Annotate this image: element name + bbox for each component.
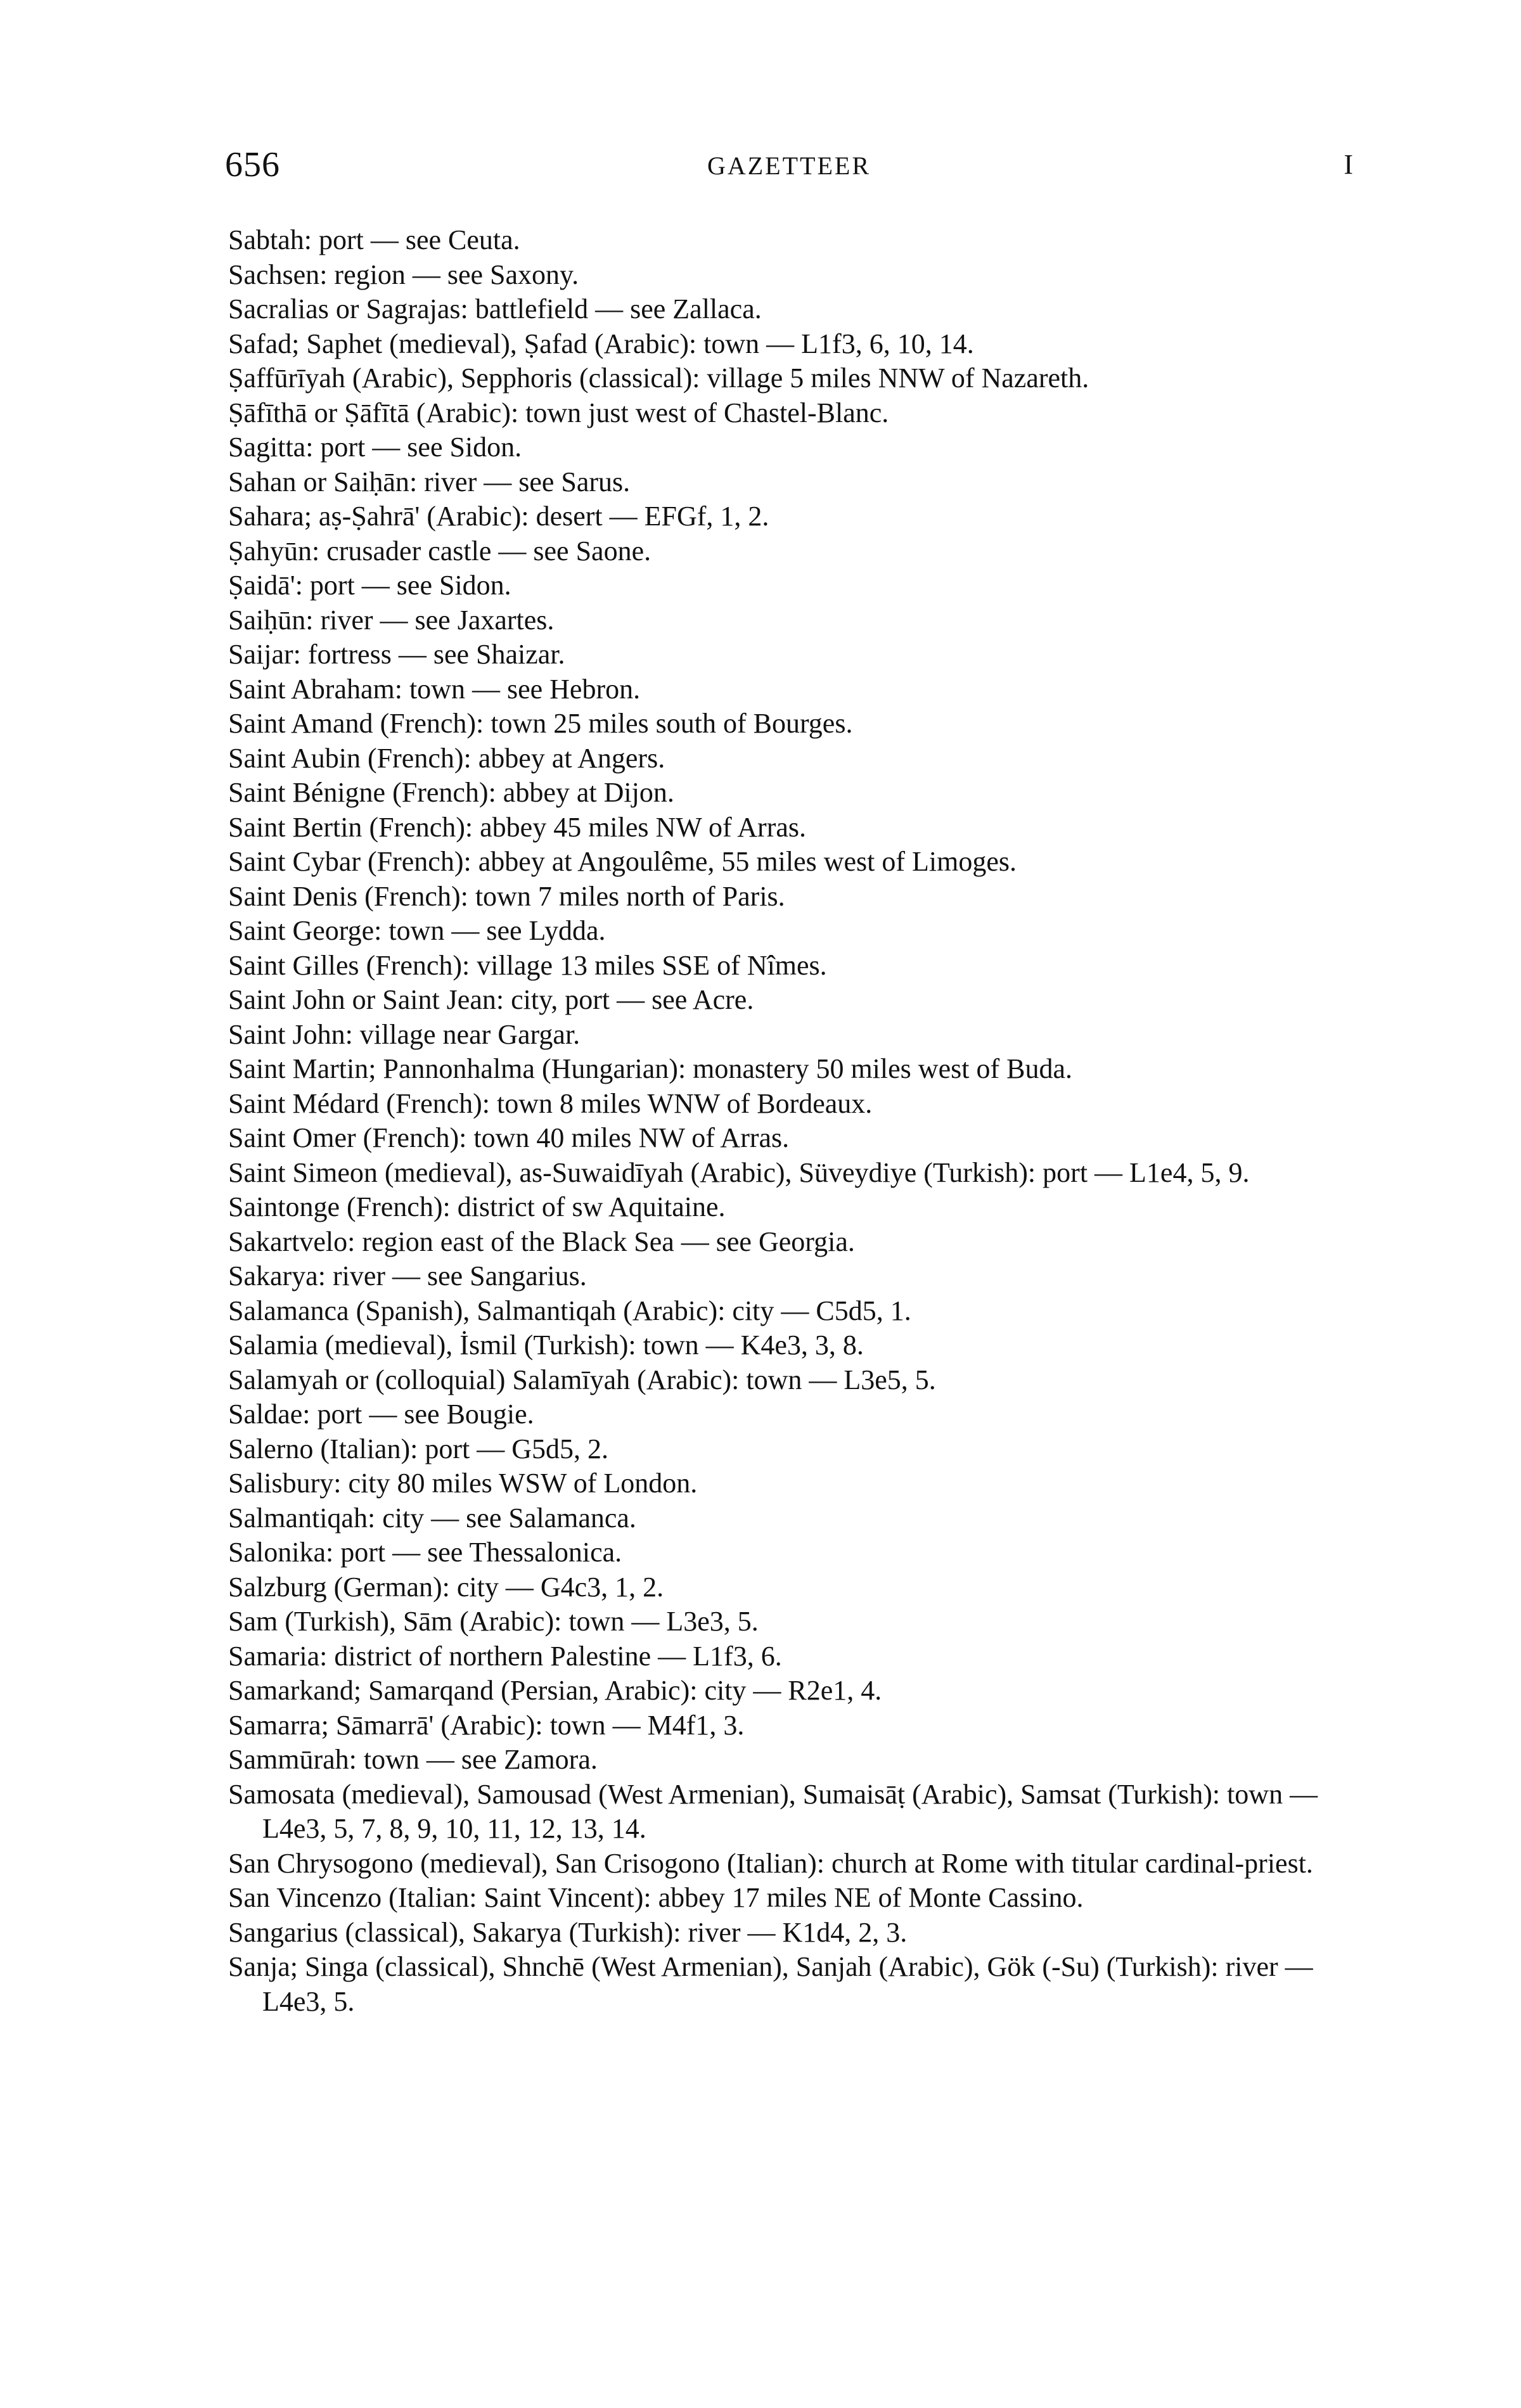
gazetteer-entry bbox=[228, 430, 1363, 465]
gazetteer-entry bbox=[228, 741, 1363, 776]
entry-description: : battlefield — see Zallaca. bbox=[460, 293, 762, 324]
entry-headword: Saint John or Saint Jean bbox=[228, 984, 496, 1015]
entry-description: : river — see Sangarius. bbox=[318, 1260, 587, 1291]
gazetteer-entry bbox=[228, 1570, 1363, 1605]
gazetteer-entry bbox=[228, 1121, 1363, 1156]
entry-description: (medieval), İsmil (Turkish): town — K4e3, 3, 8. bbox=[318, 1329, 864, 1361]
entry-description: (French): town 8 miles WNW of Bordeaux. bbox=[379, 1087, 873, 1119]
entry-headword: Sacralias or Sagrajas bbox=[228, 293, 461, 324]
entry-description: : village near Gargar. bbox=[345, 1018, 581, 1050]
entry-headword: Salamia bbox=[228, 1329, 318, 1361]
gazetteer-entry bbox=[228, 327, 1363, 362]
entry-description: : river — see Jaxartes. bbox=[305, 604, 555, 636]
entry-description: : port — see Sidon. bbox=[305, 432, 522, 463]
gazetteer-entry bbox=[228, 223, 1363, 258]
entry-headword: Samaria bbox=[228, 1640, 320, 1672]
entry-headword: Salonika bbox=[228, 1537, 326, 1568]
entry-headword: Ṣaffūrīyah bbox=[228, 362, 345, 394]
entry-headword: Saint George bbox=[228, 915, 375, 946]
entry-headword: Ṣahyūn bbox=[228, 535, 312, 567]
gazetteer-entry bbox=[228, 534, 1363, 569]
gazetteer-entry bbox=[228, 1604, 1363, 1639]
gazetteer-entry bbox=[228, 810, 1363, 845]
entry-description: (medieval), San Crisogono (Italian): church at Rome with titular cardinal-priest. bbox=[413, 1847, 1313, 1879]
entry-description: (Italian: Saint Vincent): abbey 17 miles NE of Monte Cassino. bbox=[382, 1882, 1084, 1913]
entry-description: or (colloquial) Salamīyah (Arabic): town — L3e5, 5. bbox=[338, 1364, 936, 1395]
entry-description: (French): abbey at Dijon. bbox=[385, 777, 674, 808]
gazetteer-entry bbox=[228, 1777, 1363, 1847]
entry-description: (French): abbey at Angers. bbox=[361, 742, 665, 774]
entry-description: (French): town 40 miles NW of Arras. bbox=[356, 1122, 790, 1153]
entry-description: (Italian): port — G5d5, 2. bbox=[313, 1433, 608, 1464]
entry-description: (French): village 13 miles SSE of Nîmes. bbox=[359, 949, 827, 981]
entry-headword: Saint Denis bbox=[228, 880, 358, 912]
entry-headword: Sammūrah bbox=[228, 1744, 349, 1775]
gazetteer-entry bbox=[228, 776, 1363, 810]
entry-headword: Saint Bénigne bbox=[228, 777, 386, 808]
gazetteer-entry bbox=[228, 1881, 1363, 1916]
entry-headword: Salamyah bbox=[228, 1364, 338, 1395]
gazetteer-entry bbox=[228, 1674, 1363, 1708]
entry-description: (Persian, Arabic): city — R2e1, 4. bbox=[494, 1675, 882, 1706]
entry-headword: Sakartvelo bbox=[228, 1226, 348, 1257]
entry-headword: Sachsen bbox=[228, 259, 320, 290]
entry-headword: Saint Omer bbox=[228, 1122, 356, 1153]
entry-headword: Saintonge bbox=[228, 1191, 340, 1222]
entry-description: : port — see Sidon. bbox=[295, 570, 511, 601]
entry-headword: Sahara; aṣ-Ṣahrā' bbox=[228, 501, 420, 532]
page-number: 656 bbox=[225, 145, 280, 184]
entry-description: (French): abbey 45 miles NW of Arras. bbox=[362, 811, 806, 843]
entry-headword: Salmantiqah bbox=[228, 1502, 368, 1534]
entry-description: : town — see Zamora. bbox=[349, 1744, 598, 1775]
gazetteer-entry bbox=[228, 1087, 1363, 1122]
gazetteer-entry bbox=[228, 1639, 1363, 1674]
entry-headword: Salisbury bbox=[228, 1468, 334, 1499]
entry-headword: Saint Abraham bbox=[228, 673, 395, 705]
gazetteer-entry bbox=[228, 1156, 1363, 1191]
gazetteer-entry bbox=[228, 1225, 1363, 1260]
gazetteer-entry bbox=[228, 568, 1363, 603]
entry-headword: Saiḥūn bbox=[228, 604, 306, 636]
entry-description: : town — see Lydda. bbox=[374, 915, 606, 946]
gazetteer-entry bbox=[228, 465, 1363, 500]
gazetteer-entry bbox=[228, 983, 1363, 1018]
entry-headword: Salzburg bbox=[228, 1571, 327, 1603]
entry-description: (Spanish), Salmantiqah (Arabic): city — C5d5, 1. bbox=[349, 1295, 911, 1326]
volume-mark: I bbox=[1344, 149, 1353, 180]
page-header bbox=[225, 144, 1353, 195]
entry-description: : port — see Bougie. bbox=[302, 1399, 534, 1430]
entry-description: (medieval), Samousad (West Armenian), Sumaisāṭ (Arabic), Samsat (Turkish): town — L4e3, 5, 7, 8, 9, 10, 11, 12, 13, 14. bbox=[262, 1778, 1318, 1844]
gazetteer-entry bbox=[228, 1294, 1363, 1329]
gazetteer-entry bbox=[228, 1466, 1363, 1501]
entry-headword: Saint Médard bbox=[228, 1087, 380, 1119]
entry-description: (Turkish), Sām (Arabic): town — L3e3, 5. bbox=[278, 1606, 759, 1637]
entry-description: : port — see Ceuta. bbox=[304, 224, 520, 255]
entry-description: (Hungarian): monastery 50 miles west of Buda. bbox=[534, 1053, 1072, 1084]
gazetteer-entry bbox=[228, 1432, 1363, 1467]
gazetteer-entry bbox=[228, 1950, 1363, 2019]
entry-description: : district of northern Palestine — L1f3, 6. bbox=[319, 1640, 782, 1672]
entry-headword: San Chrysogono bbox=[228, 1847, 414, 1879]
gazetteer-entry bbox=[228, 1259, 1363, 1294]
gazetteer-entry bbox=[228, 1708, 1363, 1743]
entry-description: (French): district of sw Aquitaine. bbox=[339, 1191, 726, 1222]
entry-headword: Sam bbox=[228, 1606, 278, 1637]
gazetteer-entry bbox=[228, 1328, 1363, 1363]
gazetteer-entry bbox=[228, 1535, 1363, 1570]
entry-headword: Saint Aubin bbox=[228, 742, 361, 774]
entry-description: : port — see Thessalonica. bbox=[325, 1537, 622, 1568]
entry-headword: Saint Bertin bbox=[228, 811, 363, 843]
entry-description: : crusader castle — see Saone. bbox=[312, 535, 651, 567]
entry-description: : region — see Saxony. bbox=[319, 259, 579, 290]
gazetteer-entry bbox=[228, 258, 1363, 293]
entry-description: : fortress — see Shaizar. bbox=[293, 639, 565, 670]
entry-description: (classical), Sakarya (Turkish): river — K1d4, 2, 3. bbox=[338, 1916, 908, 1948]
entry-description: (Arabic): desert — EFGf, 1, 2. bbox=[420, 501, 769, 532]
entry-description: : river — see Sarus. bbox=[409, 466, 631, 497]
entry-headword: Ṣāfīthā or Ṣāfītā bbox=[228, 397, 409, 428]
entry-description: (classical), Shnchē (West Armenian), Sanjah (Arabic), Gök (-Su) (Turkish): river — L4e3, 5. bbox=[262, 1951, 1313, 2017]
entry-headword: Samosata bbox=[228, 1778, 335, 1810]
entry-headword: Sangarius bbox=[228, 1916, 338, 1948]
entry-headword: Safad; Saphet bbox=[228, 328, 383, 359]
gazetteer-entry bbox=[228, 707, 1363, 741]
entry-description: (German): city — G4c3, 1, 2. bbox=[326, 1571, 664, 1603]
entry-description: (Arabic): town just west of Chastel-Blanc. bbox=[409, 397, 889, 428]
gazetteer-entry bbox=[228, 845, 1363, 880]
gazetteer-entry bbox=[228, 949, 1363, 983]
entry-headword: Sabtah bbox=[228, 224, 304, 255]
gazetteer-entry bbox=[228, 499, 1363, 534]
entry-headword: Sakarya bbox=[228, 1260, 318, 1291]
gazetteer-entry bbox=[228, 361, 1363, 396]
entry-description: (French): town 25 miles south of Bourges. bbox=[373, 708, 853, 739]
entry-headword: Samarra; Sāmarrā' bbox=[228, 1709, 434, 1741]
entry-description: : city 80 miles WSW of London. bbox=[333, 1468, 698, 1499]
entry-headword: Saint Amand bbox=[228, 708, 373, 739]
gazetteer-entry bbox=[228, 1743, 1363, 1777]
entry-description: : city — see Salamanca. bbox=[367, 1502, 636, 1534]
gazetteer-entry bbox=[228, 292, 1363, 327]
entry-description: (Arabic), Sepphoris (classical): village 5 miles NNW of Nazareth. bbox=[345, 362, 1089, 394]
gazetteer-entry bbox=[228, 1190, 1363, 1225]
entry-headword: Sanja; Singa bbox=[228, 1951, 369, 1982]
entry-description: : city, port — see Acre. bbox=[496, 984, 754, 1015]
entry-headword: Salamanca bbox=[228, 1295, 349, 1326]
gazetteer-entry bbox=[228, 396, 1363, 431]
gazetteer-entry bbox=[228, 1018, 1363, 1053]
entry-headword: Saldae bbox=[228, 1399, 303, 1430]
gazetteer-entry bbox=[228, 1916, 1363, 1950]
gazetteer-entry bbox=[228, 672, 1363, 707]
gazetteer-entry bbox=[228, 603, 1363, 638]
entry-headword: Ṣaidā' bbox=[228, 570, 295, 601]
entry-headword: Saint Simeon bbox=[228, 1156, 378, 1188]
gazetteer-entry bbox=[228, 1501, 1363, 1536]
entry-headword: Saint Gilles bbox=[228, 949, 359, 981]
entry-description: : region east of the Black Sea — see Georgia. bbox=[347, 1226, 855, 1257]
entry-headword: Sagitta bbox=[228, 432, 306, 463]
entry-headword: Salerno bbox=[228, 1433, 314, 1464]
entry-headword: San Vincenzo bbox=[228, 1882, 382, 1913]
entry-headword: Saint Cybar bbox=[228, 846, 361, 877]
running-head-title: GAZETTEER bbox=[707, 151, 871, 180]
gazetteer-entry bbox=[228, 1847, 1363, 1881]
entry-description: (French): abbey at Angoulême, 55 miles west of Limoges. bbox=[360, 846, 1017, 877]
entry-headword: Sahan or Saiḥān bbox=[228, 466, 409, 497]
entry-headword: Saint John bbox=[228, 1018, 345, 1050]
entry-headword: Saint Martin; Pannonhalma bbox=[228, 1053, 535, 1084]
entry-headword: Saijar bbox=[228, 639, 293, 670]
entry-description: (medieval), Ṣafad (Arabic): town — L1f3, 6, 10, 14. bbox=[382, 328, 974, 359]
gazetteer-entry-list bbox=[228, 223, 1363, 2019]
gazetteer-entry bbox=[228, 914, 1363, 949]
gazetteer-entry bbox=[228, 880, 1363, 914]
entry-description: (French): town 7 miles north of Paris. bbox=[357, 880, 785, 912]
entry-description: : town — see Hebron. bbox=[394, 673, 641, 705]
entry-description: (medieval), as-Suwaidīyah (Arabic), Süveydiye (Turkish): port — L1e4, 5, 9. bbox=[377, 1156, 1250, 1188]
gazetteer-entry bbox=[228, 1397, 1363, 1432]
gazetteer-entry bbox=[228, 1363, 1363, 1398]
gazetteer-entry bbox=[228, 1052, 1363, 1087]
entry-description: (Arabic): town — M4f1, 3. bbox=[433, 1709, 745, 1741]
entry-headword: Samarkand; Samarqand bbox=[228, 1675, 494, 1706]
gazetteer-entry bbox=[228, 637, 1363, 672]
